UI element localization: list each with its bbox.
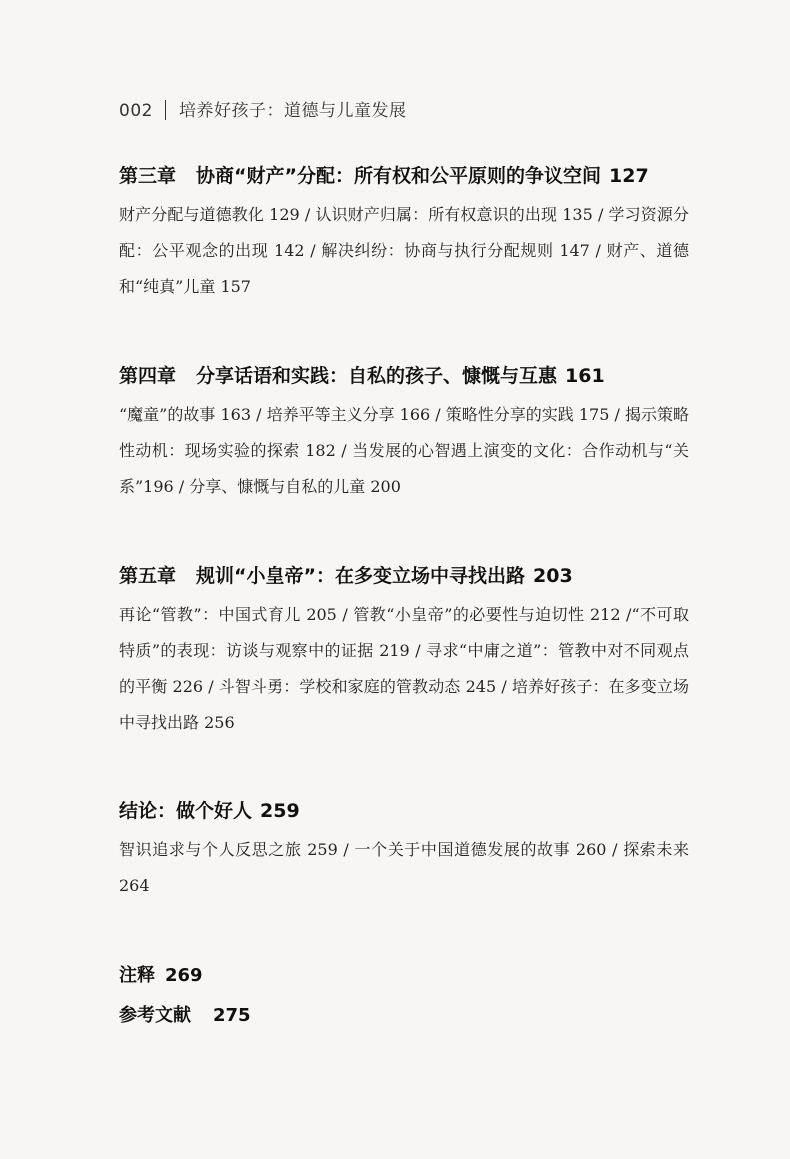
chapter-4 (119, 363, 689, 505)
chapter-4-heading[interactable] (119, 363, 689, 389)
chapter-3 (119, 163, 689, 305)
chapter-5-heading[interactable] (119, 563, 689, 589)
conclusion-page: 259 (260, 800, 300, 822)
chapter-4-entries: “魔童”的故事 163 / 培养平等主义分享 166 / 策略性分享的实践 175 / 揭示策略性动机：现场实验的探索 182 / 当发展的心智遇上演变的文化：合作动机与“关系”196 / 分享、慷慨与自私的儿童 200 (119, 405, 689, 496)
references-title: 参考文献 (119, 1005, 191, 1026)
chapter-5-number: 第五章 (119, 565, 177, 587)
chapter-4-page: 161 (565, 365, 605, 387)
notes-entry[interactable] (119, 961, 203, 987)
notes-title: 注释 (119, 965, 155, 986)
header-divider (165, 100, 166, 120)
chapter-5-page: 203 (533, 565, 573, 587)
references-page: 275 (213, 1005, 251, 1026)
chapter-3-number: 第三章 (119, 165, 177, 187)
running-header (119, 96, 406, 121)
book-title: 培养好孩子：道德与儿童发展 (178, 101, 407, 121)
conclusion-heading[interactable] (119, 798, 689, 824)
page-number: 002 (119, 101, 153, 121)
chapter-3-title: 协商“财产”分配：所有权和公平原则的争议空间 (196, 165, 601, 187)
chapter-4-number: 第四章 (119, 365, 177, 387)
chapter-5-entries: 再论“管教”：中国式育儿 205 / 管教“小皇帝”的必要性与迫切性 212 /“不可取特质”的表现：访谈与观察中的证据 219 / 寻求“中庸之道”：管教中对不同观点的平衡 226 / 斗智斗勇：学校和家庭的管教动态 245 / 培养好孩子：在多变立场中寻找出路 256 (119, 605, 689, 732)
conclusion-entries: 智识追求与个人反思之旅 259 / 一个关于中国道德发展的故事 260 / 探索未来 264 (119, 840, 689, 895)
references-entry[interactable] (119, 1001, 251, 1027)
chapter-4-title: 分享话语和实践：自私的孩子、慷慨与互惠 (196, 365, 558, 387)
chapter-3-heading[interactable] (119, 163, 689, 189)
chapter-3-entries: 财产分配与道德教化 129 / 认识财产归属：所有权意识的出现 135 / 学习资源分配：公平观念的出现 142 / 解决纠纷：协商与执行分配规则 147 / 财产、道德和“纯真”儿童 157 (119, 205, 689, 296)
chapter-5 (119, 563, 689, 741)
chapter-3-page: 127 (609, 165, 649, 187)
conclusion (119, 798, 689, 904)
conclusion-title: 结论：做个好人 (119, 800, 253, 822)
chapter-5-title: 规训“小皇帝”：在多变立场中寻找出路 (196, 565, 525, 587)
notes-page: 269 (165, 965, 203, 986)
